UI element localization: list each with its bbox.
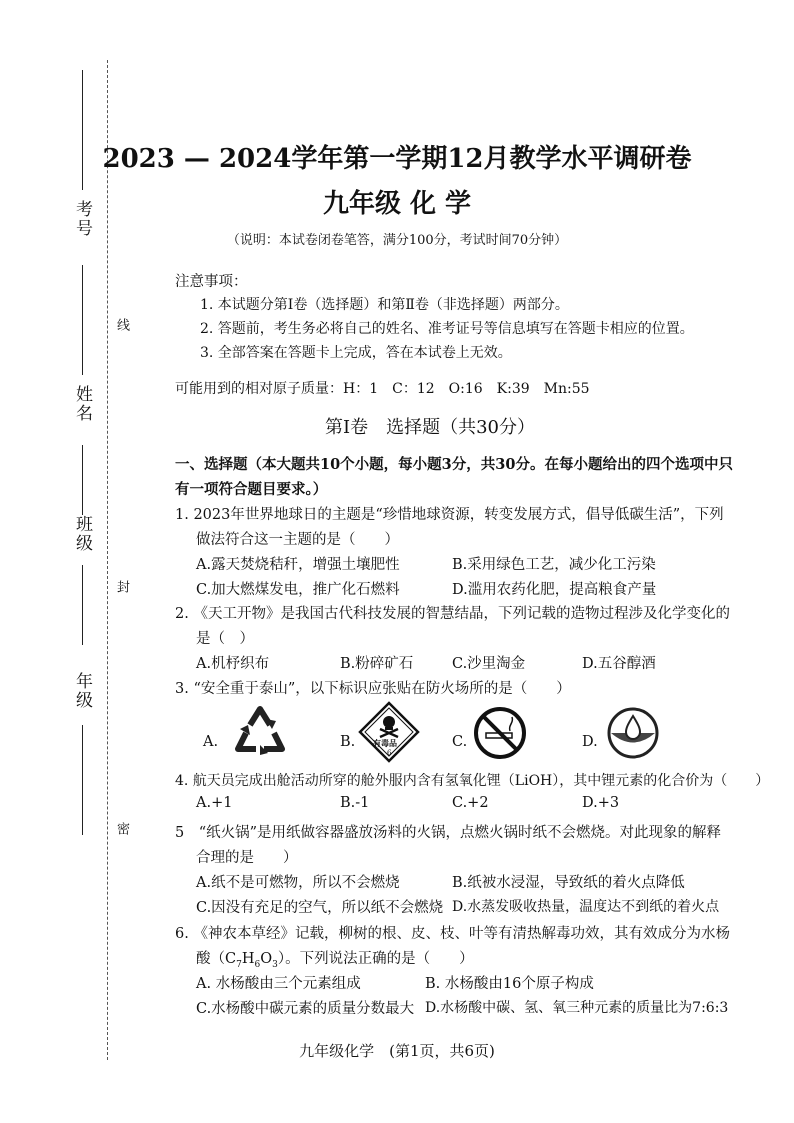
q3-option-d: D.: [582, 734, 598, 750]
seal-marker: 封: [114, 580, 129, 593]
toxic-sign-label: 有毒品: [373, 738, 397, 748]
q4-stem: 4. 航天员完成出舱活动所穿的舱外服内含有氢氧化锂（LiOH），其中锂元素的化合价为（ ）: [175, 773, 770, 789]
water-save-icon: [605, 706, 661, 764]
q4-option-a: A.+1: [196, 795, 233, 811]
q2-option-c: C.沙里淘金: [452, 656, 526, 672]
name-line: [82, 265, 83, 375]
q2-option-b: B.粉碎矿石: [340, 656, 414, 672]
q2-stem-2: 是（ ）: [196, 631, 254, 647]
q5-option-b: B.纸被水浸湿，导致纸的着火点降低: [452, 875, 685, 891]
q1-option-d: D.滥用农药化肥，提高粮食产量: [452, 582, 657, 598]
q4-option-d: D.+3: [582, 795, 620, 811]
section1-instr-2: 有一项符合题目要求。）: [175, 481, 328, 498]
grade-label: 年级: [72, 672, 92, 710]
q1-option-a: A.露天焚烧秸秆，增强土壤肥性: [196, 557, 400, 573]
q4-option-c: C.+2: [452, 795, 489, 811]
class-label: 班级: [72, 515, 92, 553]
q2-stem-1: 2. 《天工开物》是我国古代科技发展的智慧结晶，下列记载的造物过程涉及化学变化的: [175, 606, 730, 622]
q6-option-b: B. 水杨酸由16个原子构成: [425, 976, 594, 992]
no-smoking-icon: [472, 705, 528, 765]
q3-option-c: C.: [452, 734, 468, 750]
grade-line: [82, 725, 83, 835]
q1-option-c: C.加大燃煤发电，推广化石燃料: [196, 582, 400, 598]
q6-option-c: C.水杨酸中碳元素的质量分数最大: [196, 1001, 415, 1017]
secret-marker: 密: [114, 822, 129, 835]
section1-instr-1: 一、选择题（本大题共10个小题，每小题3分，共30分。在每小题给出的四个选项中只: [175, 456, 733, 473]
q1-stem-2: 做法符合这一主题的是（ ）: [196, 532, 399, 548]
exam-note: （说明：本试卷闭卷笔答，满分100分，考试时间70分钟）: [226, 233, 568, 248]
class-line-top: [82, 445, 83, 515]
recycle-icon: [228, 703, 292, 763]
q5-stem-2: 合理的是 ）: [196, 850, 298, 866]
q6-stem-2: 酸$(C_7H_6O_3)$。下列说法正确的是（ ）: [196, 951, 474, 970]
toxic-sign-number: 6: [387, 749, 392, 757]
q2-option-a: A.机杼织布: [196, 656, 270, 672]
q3-option-b: B.: [340, 734, 356, 750]
notice-heading: 注意事项：: [175, 274, 248, 290]
q3-stem: 3. “安全重于泰山”，以下标识应张贴在防火场所的是（ ）: [175, 681, 571, 697]
q5-stem-1: 5 “纸火锅”是用纸做容器盛放汤料的火锅，点燃火锅时纸不会燃烧。对此现象的解释: [175, 825, 722, 841]
q1-option-b: B.采用绿色工艺，减少化工污染: [452, 557, 656, 573]
exam-no-label: 考号: [72, 200, 92, 238]
notice-item-3: 3. 全部答案在答题卡上完成，答在本试卷上无效。: [200, 345, 512, 361]
line-marker: 线: [114, 318, 129, 331]
q6-stem-1: 6. 《神农本草经》记载，柳树的根、皮、枝、叶等有清热解毒功效，其有效成分为水杨: [175, 926, 730, 942]
notice-item-1: 1. 本试题分第Ⅰ卷（选择题）和第Ⅱ卷（非选择题）两部分。: [200, 297, 569, 313]
name-label: 姓名: [72, 385, 92, 423]
toxic-sign-icon: [358, 701, 420, 763]
exam-subject: 九年级 化 学: [322, 189, 472, 219]
q5-option-d: D.水蒸发吸收热量，温度达不到纸的着火点: [452, 899, 720, 915]
notice-item-2: 2. 答题前，考生务必将自己的姓名、准考证号等信息填写在答题卡相应的位置。: [200, 321, 694, 337]
class-line-bottom: [82, 565, 83, 645]
q4-option-b: B.-1: [340, 795, 370, 811]
page-footer: 九年级化学 (第1页，共6页): [299, 1042, 495, 1060]
q1-stem-1: 1. 2023年世界地球日的主题是“珍惜地球资源，转变发展方式，倡导低碳生活”，下列: [175, 507, 724, 523]
q2-option-d: D.五谷醇酒: [582, 656, 656, 672]
q3-option-a: A.: [203, 734, 219, 750]
q6-option-d: D.水杨酸中碳、氢、氧三种元素的质量比为7:6:3: [425, 1000, 729, 1016]
section1-title: 第Ⅰ卷 选择题（共30分）: [325, 417, 536, 438]
q5-option-a: A.纸不是可燃物，所以不会燃烧: [196, 875, 400, 891]
q5-option-c: C.因没有充足的空气，所以纸不会燃烧: [196, 900, 444, 916]
exam-title: 2023 — 2024学年第一学期12月教学水平调研卷: [102, 144, 692, 174]
atomic-masses: 可能用到的相对原子质量：H：1 C：12 O:16 K:39 Mn:55: [175, 381, 590, 397]
q6-option-a: A. 水杨酸由三个元素组成: [196, 976, 361, 992]
